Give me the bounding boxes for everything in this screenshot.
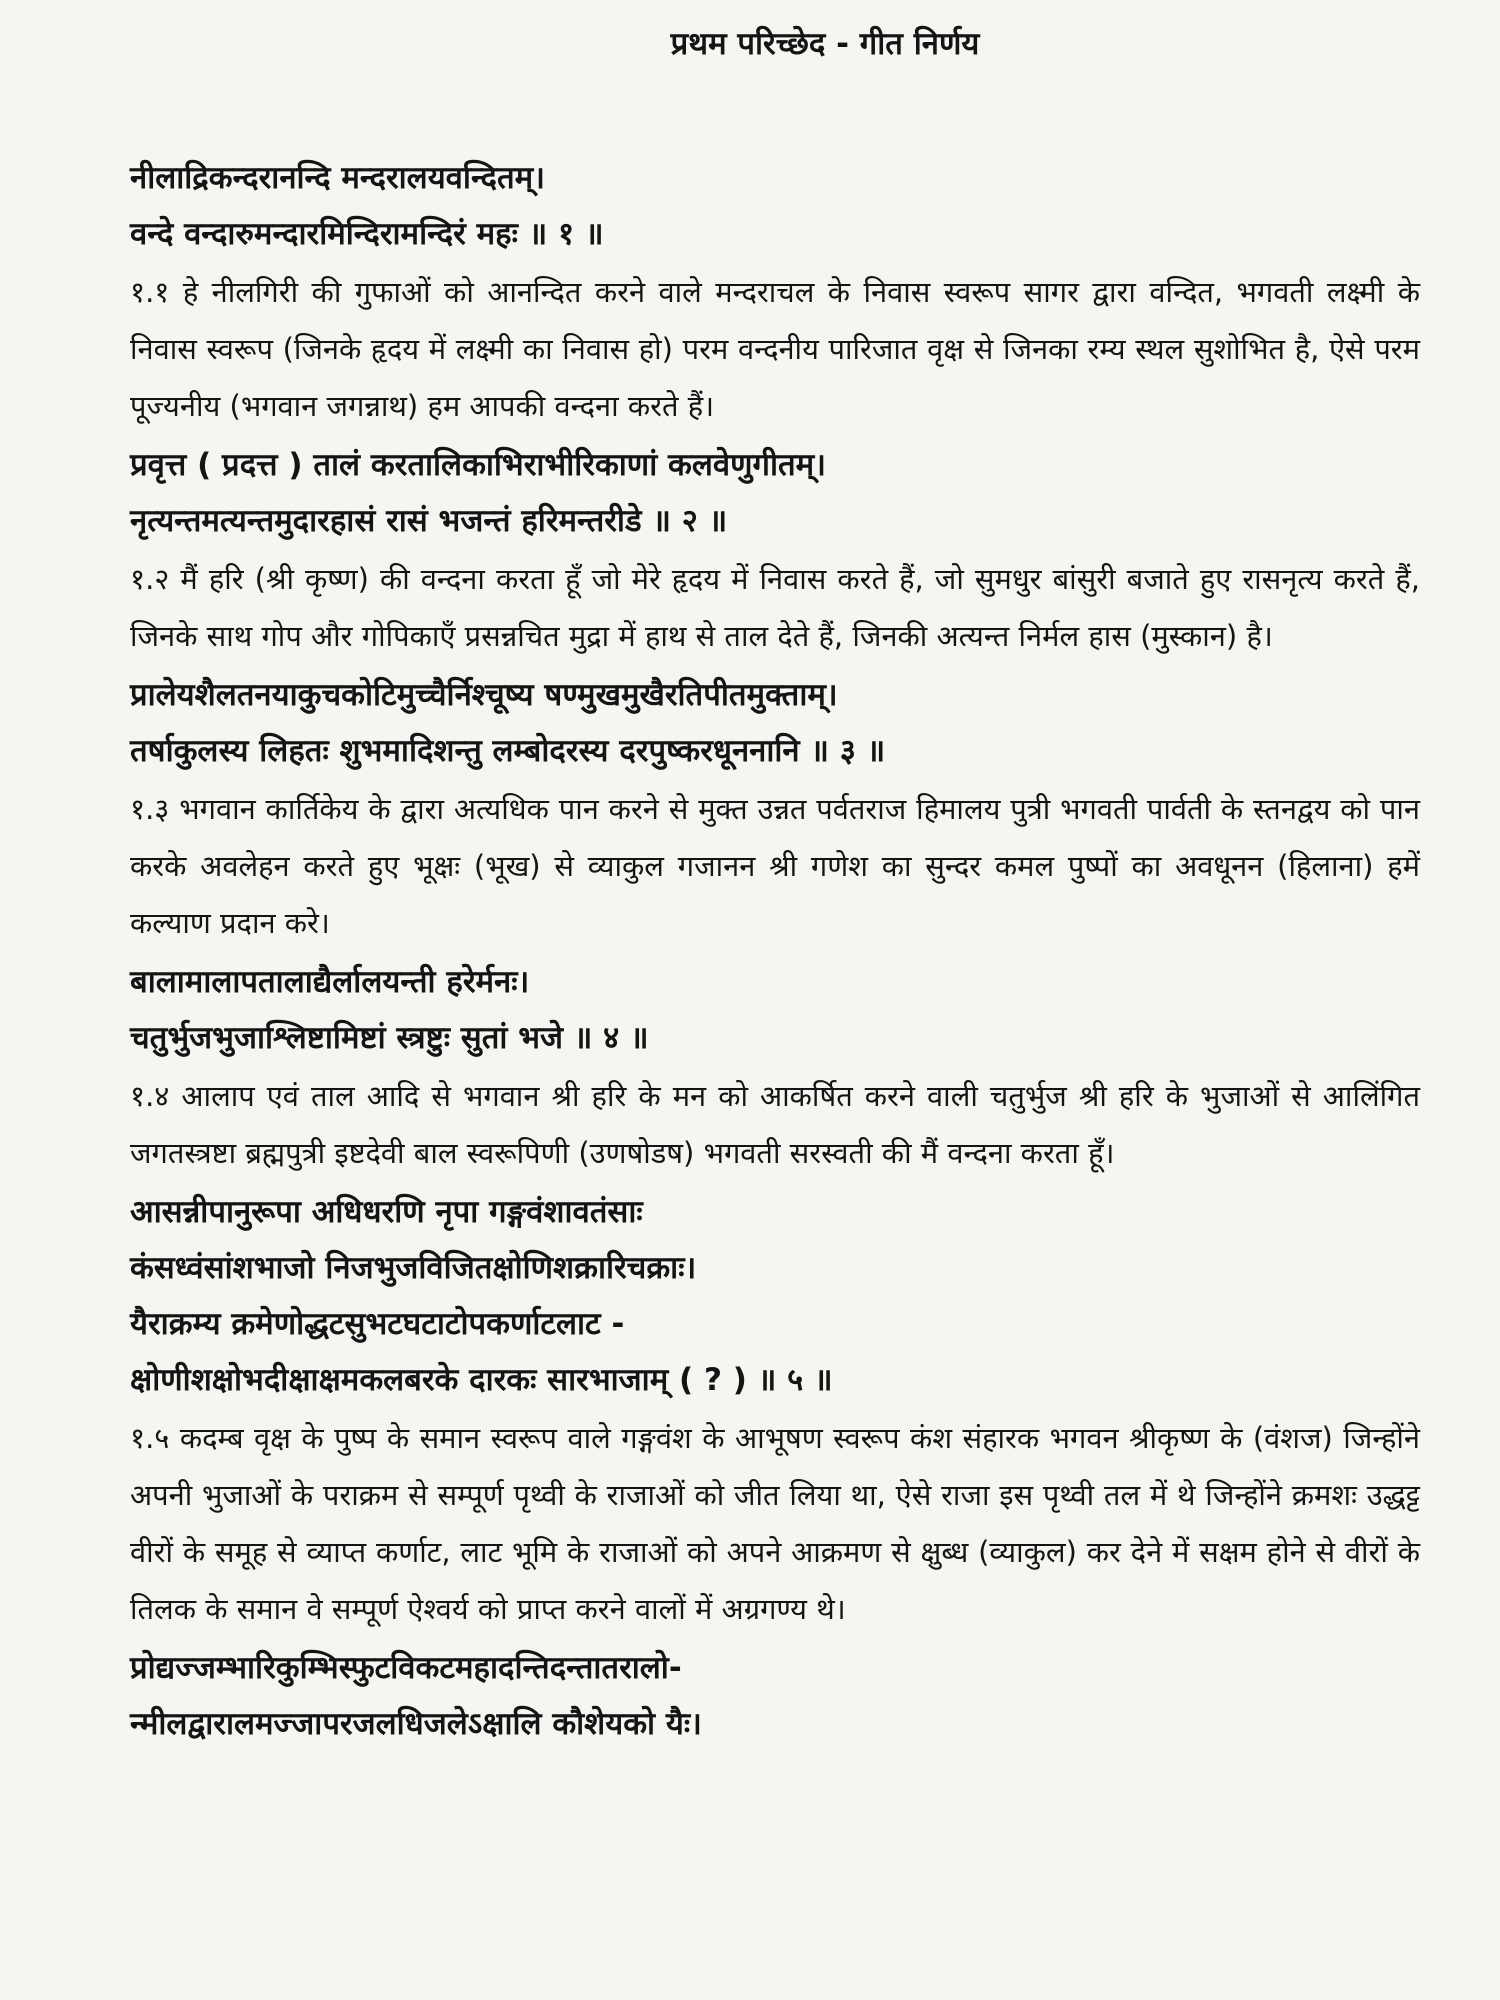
translation-text: १.१ हे नीलगिरी की गुफाओं को आनन्दित करने वाले मन्दराचल के निवास स्वरूप सागर द्वारा वन्दित, भगवती लक्ष्मी के निवास स्वरूप (जिनके हृदय में लक्ष्मी का निवास हो) परम वन्दनीय पारिजात वृक्ष से जिनका रम्य स्थल सुशोभित है, ऐसे परम पूज्यनीय (भगवान जगन्नाथ) हम आपकी वन्दना करते हैं। bbox=[130, 275, 1420, 423]
translation-paragraph bbox=[130, 551, 1420, 665]
verse-line: नीलाद्रिकन्दरानन्दि मन्दरालयवन्दितम्। bbox=[130, 160, 545, 196]
translation-paragraph bbox=[130, 1068, 1420, 1182]
verse-line: कंसध्वंसांशभाजो निजभुजविजितक्षोणिशक्रारिचक्राः। bbox=[130, 1250, 697, 1286]
verse-line: चतुर्भुजभुजाश्लिष्टामिष्टां स्त्रष्टुः सुतां भजे ॥ ४ ॥ bbox=[130, 1020, 649, 1056]
verse-line: यैराक्रम्य क्रमेणोद्धटसुभटघटाटोपकर्णाटलाट - bbox=[130, 1306, 625, 1342]
verse-line: तर्षाकुलस्य लिहतः शुभमादिशन्तु लम्बोदरस्य दरपुष्करधूननानि ॥ ३ ॥ bbox=[130, 733, 886, 769]
verse-line: क्षोणीशक्षोभदीक्षाक्षमकलबरके दारकः सारभाजाम् ( ? ) ॥ ५ ॥ bbox=[130, 1362, 833, 1398]
verse-line: प्रोद्यज्जम्भारिकुम्भिस्फुटविकटमहादन्तिदन्तातरालो- bbox=[130, 1650, 682, 1686]
translation-paragraph bbox=[130, 264, 1420, 435]
verse-line: प्रालेयशैलतनयाकुचकोटिमुच्चैर्निश्चूष्य षण्मुखमुखैरतिपीतमुक्ताम्। bbox=[130, 677, 838, 713]
verse-line: आसन्नीपानुरूपा अधिधरणि नृपा गङ्गवंशावतंसाः bbox=[130, 1194, 643, 1230]
verse-line: न्मीलद्वारालमज्जापरजलधिजलेऽक्षालि कौशेयको यैः। bbox=[130, 1706, 702, 1742]
verse-section-4 bbox=[130, 954, 1420, 1182]
translation-text: १.२ मैं हरि (श्री कृष्ण) की वन्दना करता हूँ जो मेरे हृदय में निवास करते हैं, जो सुमधुर बांसुरी बजाते हुए रासनृत्य करते हैं, जिनके साथ गोप और गोपिकाएँ प्रसन्नचित मुद्रा में हाथ से ताल देते हैं, जिनकी अत्यन्त निर्मल हास (मुस्कान) है। bbox=[130, 562, 1420, 653]
verse-line: प्रवृत्त ( प्रदत्त ) तालं करतालिकाभिराभीरिकाणां कलवेणुगीतम्। bbox=[130, 447, 826, 483]
verse-line: बालामालापतालाद्यैर्लालयन्ती हरेर्मनः। bbox=[130, 964, 530, 1000]
verse-line: नृत्यन्तमत्यन्तमुदारहासं रासं भजन्तं हरिमन्तरीडे ॥ २ ॥ bbox=[130, 503, 728, 539]
verse-section-2 bbox=[130, 437, 1420, 665]
translation-paragraph bbox=[130, 781, 1420, 952]
verse-section-6 bbox=[130, 1640, 1420, 1752]
verse-section-3 bbox=[130, 667, 1420, 952]
translation-paragraph bbox=[130, 1410, 1420, 1638]
translation-text: १.५ कदम्ब वृक्ष के पुष्प के समान स्वरूप वाले गङ्गवंश के आभूषण स्वरूप कंश संहारक भगवन श्रीकृष्ण के (वंशज) जिन्होंने अपनी भुजाओं के पराक्रम से सम्पूर्ण पृथ्वी के राजाओं को जीत लिया था, ऐसे राजा इस पृथ्वी तल में थे जिन्होंने क्रमशः उद्धट्ट वीरों के समूह से व्याप्त कर्णाट, लाट भूमि के राजाओं को अपने आक्रमण से क्षुब्ध (व्याकुल) कर देने में सक्षम होने से वीरों के तिलक के समान वे सम्पूर्ण ऐश्वर्य को प्राप्त करने वालों में अग्रगण्य थे। bbox=[130, 1421, 1420, 1626]
translation-text: १.३ भगवान कार्तिकेय के द्वारा अत्यधिक पान करने से मुक्त उन्नत पर्वतराज हिमालय पुत्री भगवती पार्वती के स्तनद्वय को पान करके अवलेहन करते हुए भूक्षः (भूख) से व्याकुल गजानन श्री गणेश का सुन्दर कमल पुष्पों का अवधूनन (हिलाना) हमें कल्याण प्रदान करे। bbox=[130, 792, 1420, 940]
verse-line: वन्दे वन्दारुमन्दारमिन्दिरामन्दिरं महः ॥ १ ॥ bbox=[130, 216, 604, 252]
verse-section-1 bbox=[130, 150, 1420, 435]
page-title: प्रथम परिच्छेद - गीत निर्णय bbox=[670, 26, 980, 62]
translation-text: १.४ आलाप एवं ताल आदि से भगवान श्री हरि के मन को आकर्षित करने वाली चतुर्भुज श्री हरि के भुजाओं से आलिंगित जगतस्त्रष्टा ब्रह्मपुत्री इष्टदेवी बाल स्वरूपिणी (उणषोडष) भगवती सरस्वती की मैं वन्दना करता हूँ। bbox=[130, 1079, 1420, 1170]
verse-section-5 bbox=[130, 1184, 1420, 1638]
